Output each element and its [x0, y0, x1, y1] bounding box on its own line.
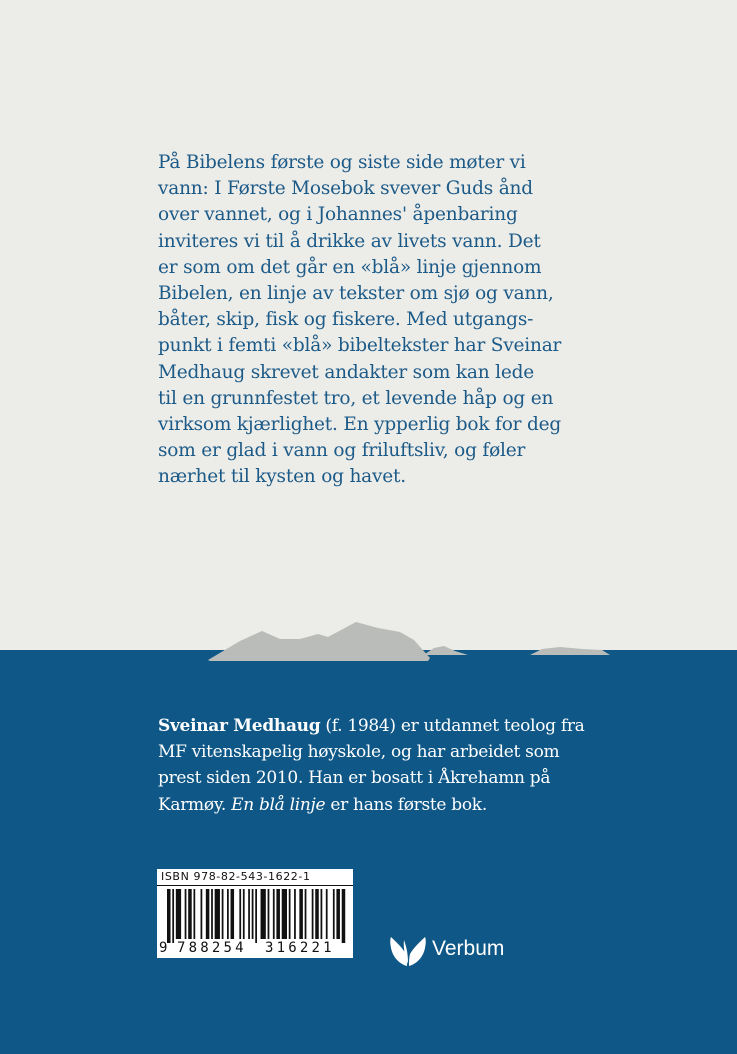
blurb-line: Medhaug skrevet andakter som kan lede [158, 361, 535, 383]
blurb-line: til en grunnfestet tro, et levende håp og en [158, 387, 554, 409]
barcode-bar [176, 889, 181, 939]
barcode-bar [185, 889, 187, 939]
barcode-bar [201, 889, 203, 939]
author-bio [158, 713, 598, 818]
barcode-digits [157, 940, 353, 958]
barcode-bar [336, 889, 340, 939]
leaf-icon [390, 934, 426, 968]
book-title: En blå linje [231, 794, 326, 815]
large-island [208, 622, 430, 661]
barcode-bar [215, 889, 220, 939]
sea-panel [0, 650, 737, 1054]
author-bio-text: (f. 1984) er utdannet teolog fra [320, 716, 585, 736]
barcode-bar [333, 889, 335, 939]
barcode-bar [239, 889, 241, 939]
publisher-name: Verbum [432, 937, 505, 960]
barcode-bar [326, 889, 328, 939]
blurb-line: er som om det går en «blå» linje gjennom [158, 256, 542, 278]
barcode-bar [167, 889, 171, 943]
barcode-bar [276, 889, 280, 939]
barcode-bar [243, 889, 245, 939]
barcode-bar [282, 889, 287, 939]
blurb-line: båter, skip, fisk og fiskere. Med utgangs- [158, 309, 534, 331]
author-bio-line: prest siden 2010. Han er bosatt i Åkrehamn på [158, 768, 551, 789]
author-bio-line [158, 713, 598, 739]
barcode-bar [315, 889, 319, 939]
back-cover-blurb [158, 150, 578, 491]
barcode-bar [193, 889, 195, 939]
barcode-bar [227, 889, 229, 939]
small-island [425, 646, 468, 655]
barcode-bar [312, 889, 314, 939]
author-bio-line [158, 792, 598, 818]
publisher-logo [390, 934, 520, 970]
author-bio-text: Karmøy. [158, 794, 232, 815]
isbn-barcode [157, 869, 353, 958]
islands-illustration [0, 600, 737, 670]
barcode-digits-left: 788254 [177, 940, 247, 956]
blurb-line: nærhet til kysten og havet. [158, 466, 406, 488]
barcode-digits-right: 316221 [265, 940, 335, 956]
barcode-bar [211, 889, 213, 939]
author-bio-line: MF vitenskapelig høyskole, og har arbeidet som [158, 742, 560, 763]
blurb-line: Bibelen, en linje av tekster om sjø og vann, [158, 283, 554, 305]
blurb-line: over vannet, og i Johannes' åpenbaring [158, 204, 518, 226]
barcode-bar [305, 889, 307, 939]
barcode-bar [222, 889, 224, 939]
barcode-bar [255, 889, 257, 943]
barcode-digit-first: 9 [159, 940, 168, 956]
barcode-bar [273, 889, 275, 939]
barcode-bar [248, 889, 250, 939]
barcode-bar [299, 889, 303, 939]
isbn-divider [157, 885, 353, 886]
blurb-line: virksom kjærlighet. En ypperlig bok for deg [158, 414, 561, 436]
barcode-bar [294, 889, 296, 939]
barcode-bar [268, 889, 270, 939]
barcode-bar [206, 889, 210, 939]
barcode-bar [342, 889, 346, 943]
blurb-line: inviteres vi til å drikke av livets vann. Det [158, 230, 541, 252]
far-island [530, 647, 610, 655]
blurb-line: vann: I Første Mosebok svever Guds ånd [158, 178, 533, 200]
barcode-bar [172, 889, 174, 943]
blurb-line: som er glad i vann og friluftsliv, og føler [158, 440, 526, 462]
barcode-bar [188, 889, 192, 939]
author-bio-text: er hans første bok. [325, 794, 487, 815]
barcode-bar [321, 889, 323, 939]
barcode-bar [261, 889, 266, 939]
barcode-bar [289, 889, 291, 939]
barcode-bar [231, 889, 235, 939]
isbn-label: ISBN 978-82-543-1622-1 [161, 870, 311, 883]
blurb-line: punkt i femti «blå» bibeltekster har Sveinar [158, 335, 562, 357]
blurb-line: På Bibelens første og siste side møter vi [158, 152, 526, 173]
author-name: Sveinar Medhaug [158, 716, 321, 736]
barcode-bar [252, 889, 254, 939]
barcode-bars [167, 889, 347, 943]
